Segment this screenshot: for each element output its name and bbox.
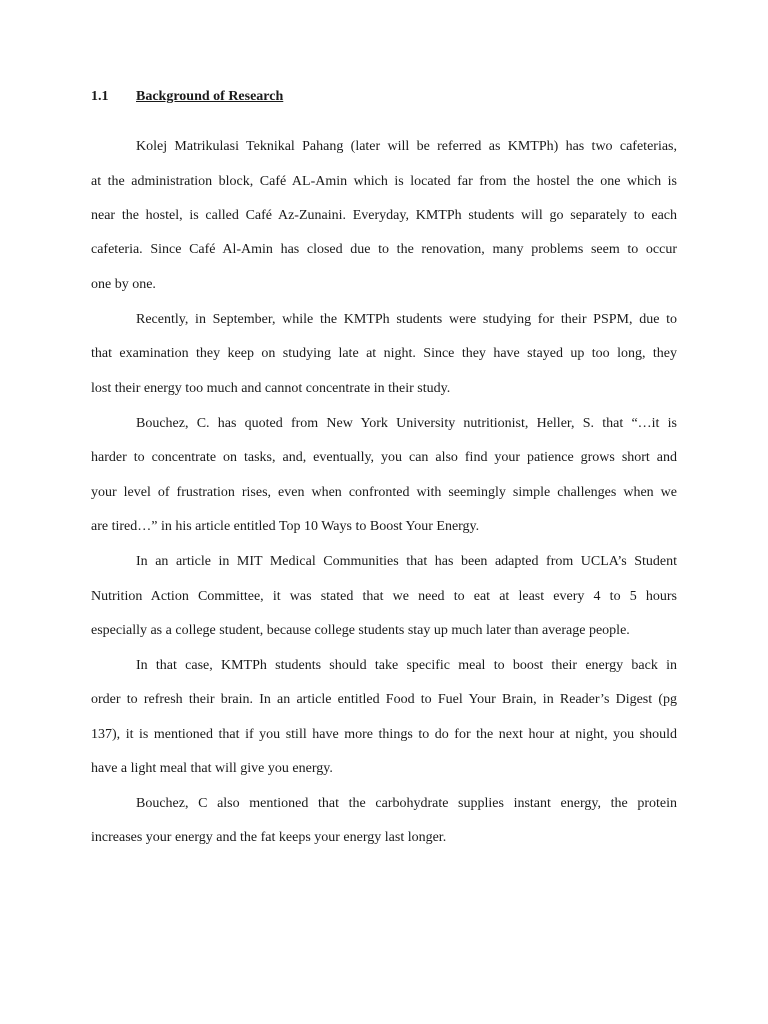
paragraph-1-line-3: near the hostel, is called Café Az-Zunaini. Everyday, KMTPh students will go separately to each — [91, 208, 677, 223]
paragraph-1-line-4: cafeteria. Since Café Al-Amin has closed due to the renovation, many problems seem to occur — [91, 242, 677, 257]
paragraph-5-line-2: order to refresh their brain. In an article entitled Food to Fuel Your Brain, in Reader’s Digest (pg — [91, 692, 677, 707]
paragraph-2-line-2: that examination they keep on studying late at night. Since they have stayed up too long, they — [91, 346, 677, 361]
section-title: Background of Research — [136, 89, 284, 104]
section-number: 1.1 — [91, 89, 109, 104]
paragraph-6-line-2: increases your energy and the fat keeps your energy last longer. — [91, 830, 447, 845]
paragraph-3-line-1: Bouchez, C. has quoted from New York University nutritionist, Heller, S. that “…it is — [136, 416, 677, 431]
paragraph-2-line-1: Recently, in September, while the KMTPh students were studying for their PSPM, due to — [136, 312, 677, 327]
paragraph-6-line-1: Bouchez, C also mentioned that the carbohydrate supplies instant energy, the protein — [136, 796, 677, 811]
paragraph-5-line-4: have a light meal that will give you energy. — [91, 761, 333, 776]
paragraph-3-line-3: your level of frustration rises, even when confronted with seemingly simple challenges when we — [91, 485, 677, 500]
paragraph-4-line-2: Nutrition Action Committee, it was stated that we need to eat at least every 4 to 5 hours — [91, 589, 677, 604]
paragraph-4-line-1: In an article in MIT Medical Communities that has been adapted from UCLA’s Student — [136, 554, 677, 569]
paragraph-5-line-3: 137), it is mentioned that if you still have more things to do for the next hour at night, you should — [91, 727, 677, 742]
paragraph-2-line-3: lost their energy too much and cannot concentrate in their study. — [91, 381, 451, 396]
paragraph-3-line-2: harder to concentrate on tasks, and, eventually, you can also find your patience grows short and — [91, 450, 677, 465]
section-heading — [91, 89, 283, 105]
paragraph-1-line-2: at the administration block, Café AL-Amin which is located far from the hostel the one which is — [91, 174, 677, 189]
paragraph-4-line-3: especially as a college student, because college students stay up much later than average people. — [91, 623, 630, 638]
paragraph-5-line-1: In that case, KMTPh students should take specific meal to boost their energy back in — [136, 658, 677, 673]
paragraph-1-line-1: Kolej Matrikulasi Teknikal Pahang (later will be referred as KMTPh) has two cafeterias, — [136, 139, 677, 154]
paragraph-1-line-5: one by one. — [91, 277, 156, 292]
paragraph-3-line-4: are tired…” in his article entitled Top 10 Ways to Boost Your Energy. — [91, 519, 480, 534]
